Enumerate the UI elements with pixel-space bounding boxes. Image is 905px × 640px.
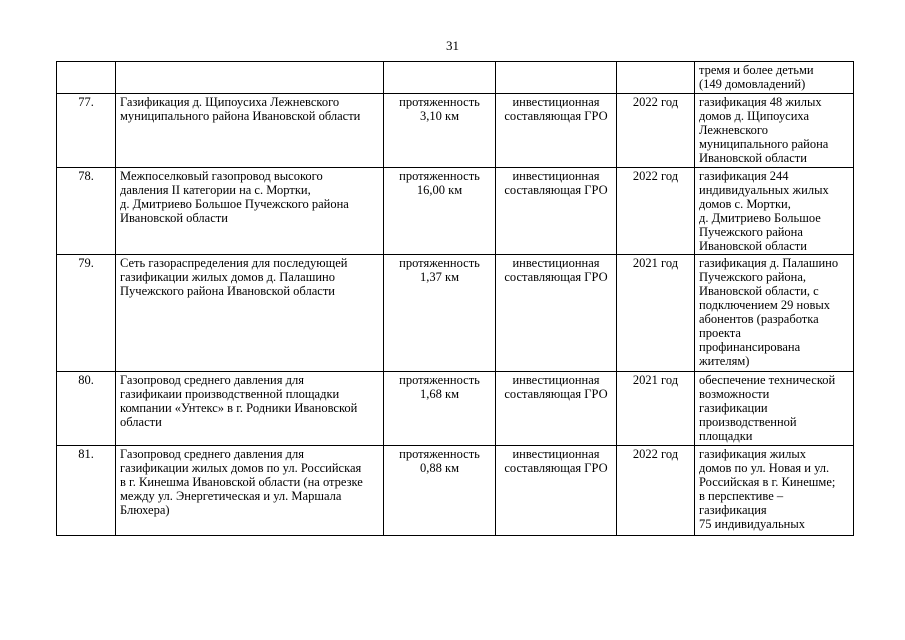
project-length: протяженность 3,10 км — [399, 95, 480, 123]
project-name-cell — [116, 94, 384, 168]
funding-source-cell — [496, 168, 617, 255]
project-name: Межпоселковый газопровод высокого давления II категории на с. Мортки, д. Дмитриево Большое Пучежского района Ивановской области — [120, 169, 349, 225]
row-number: 77. — [78, 95, 94, 109]
row-number: 81. — [78, 447, 94, 461]
row-number: 78. — [78, 169, 94, 183]
project-year-cell — [617, 372, 695, 446]
table-row — [57, 168, 854, 255]
row-number: 79. — [78, 256, 94, 270]
project-year: 2022 год — [632, 447, 679, 461]
project-length-cell — [384, 168, 496, 255]
project-year-cell — [617, 62, 695, 94]
project-result: газификация 48 жилых домов д. Щипоусиха Лежневского муниципального района Ивановской области — [699, 95, 829, 165]
project-name-cell — [116, 255, 384, 372]
project-name: Газопровод среднего давления для газификаии производственной площадки компании «Унтекс» в г. Родники Ивановской области — [120, 373, 358, 429]
project-name-cell — [116, 446, 384, 536]
project-result: газификация 244 индивидуальных жилых домов с. Мортки, д. Дмитриево Большое Пучежского района Ивановской области — [699, 169, 829, 253]
project-name: Газопровод среднего давления для газификации жилых домов по ул. Российская в г. Кинешма Ивановской области (на отрезке между ул. Энергетическая и ул. Маршала Блюхера) — [120, 447, 363, 517]
project-length-cell — [384, 62, 496, 94]
table-row — [57, 372, 854, 446]
funding-source: инвестиционная составляющая ГРО — [504, 95, 608, 123]
project-length-cell — [384, 255, 496, 372]
row-number-cell — [57, 255, 116, 372]
project-result: обеспечение технической возможности газификации производственной площадки — [699, 373, 836, 443]
project-name-cell — [116, 168, 384, 255]
row-number-cell — [57, 372, 116, 446]
project-result: газификация д. Палашино Пучежского района, Ивановской области, с подключением 29 новых абонентов (разработка проекта профинансирована жителям) — [699, 256, 839, 368]
row-number-cell — [57, 168, 116, 255]
funding-source: инвестиционная составляющая ГРО — [504, 256, 608, 284]
row-number-cell — [57, 62, 116, 94]
project-length: протяженность 1,68 км — [399, 373, 480, 401]
project-result-cell — [695, 168, 854, 255]
project-year: 2022 год — [632, 169, 679, 183]
project-year-cell — [617, 446, 695, 536]
project-name-cell — [116, 372, 384, 446]
project-year-cell — [617, 255, 695, 372]
project-name: Сеть газораспределения для последующей газификации жилых домов д. Палашино Пучежского района Ивановской области — [120, 256, 348, 298]
row-number-cell — [57, 446, 116, 536]
funding-source-cell — [496, 372, 617, 446]
funding-source: инвестиционная составляющая ГРО — [504, 169, 608, 197]
project-year: 2022 год — [632, 95, 679, 109]
project-length: протяженность 1,37 км — [399, 256, 480, 284]
page-number: 31 — [446, 38, 459, 53]
project-name-cell — [116, 62, 384, 94]
row-number: 80. — [78, 373, 94, 387]
funding-source-cell — [496, 62, 617, 94]
table-row — [57, 255, 854, 372]
project-length-cell — [384, 446, 496, 536]
table-row — [57, 446, 854, 536]
project-length: протяженность 16,00 км — [399, 169, 480, 197]
funding-source-cell — [496, 94, 617, 168]
project-length-cell — [384, 94, 496, 168]
funding-source: инвестиционная составляющая ГРО — [504, 373, 608, 401]
funding-source-cell — [496, 446, 617, 536]
project-result: газификация жилых домов по ул. Новая и ул. Российская в г. Кинешме; в перспективе – газификация 75 индивидуальных — [699, 447, 836, 531]
project-name: Газификация д. Щипоусиха Лежневского муниципального района Ивановской области — [120, 95, 361, 123]
projects-table — [56, 61, 854, 536]
funding-source: инвестиционная составляющая ГРО — [504, 447, 608, 475]
project-result-cell — [695, 446, 854, 536]
project-year-cell — [617, 168, 695, 255]
table-row — [57, 62, 854, 94]
project-length-cell — [384, 372, 496, 446]
project-year-cell — [617, 94, 695, 168]
table-body — [57, 62, 854, 536]
project-result: тремя и более детьми (149 домовладений) — [699, 63, 814, 91]
table-row — [57, 94, 854, 168]
project-result-cell — [695, 255, 854, 372]
project-length: протяженность 0,88 км — [399, 447, 480, 475]
project-year: 2021 год — [632, 256, 679, 270]
project-result-cell — [695, 94, 854, 168]
project-result-cell — [695, 62, 854, 94]
project-year: 2021 год — [632, 373, 679, 387]
row-number-cell — [57, 94, 116, 168]
project-result-cell — [695, 372, 854, 446]
funding-source-cell — [496, 255, 617, 372]
